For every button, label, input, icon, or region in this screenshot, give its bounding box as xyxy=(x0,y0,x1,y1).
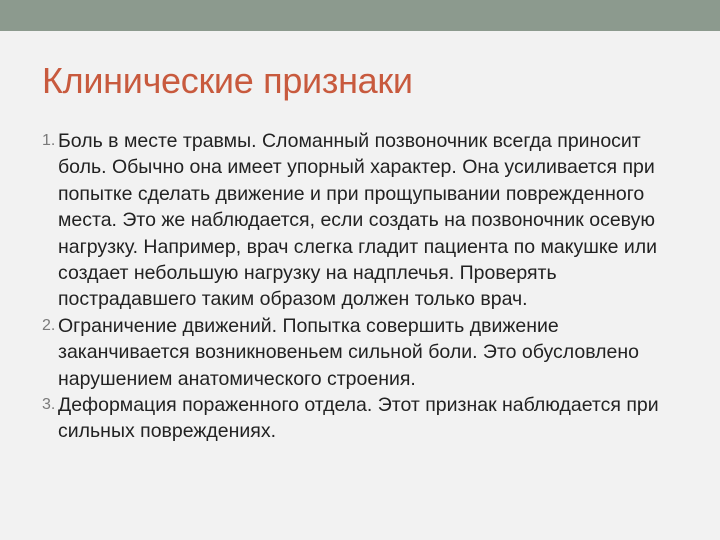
top-accent-bar xyxy=(0,0,720,31)
list-item-text: Деформация пораженного отдела. Этот признак наблюдается при сильных повреждениях. xyxy=(58,394,659,443)
list-item-text: Боль в месте травмы. Сломанный позвоночник всегда приносит боль. Обычно она имеет упорный характер. Она усиливается при попытке сделать движение и при прощупывании поврежденного места. Это же наблюдается, если создать на позвоночник осевую нагрузку. Например, врач слегка гладит пациента по макушке или создает небольшую нагрузку на надплечья. Проверять пострадавшего таким образом должен только врач. xyxy=(58,130,658,311)
list-item xyxy=(42,392,692,445)
list-item-number: 1. xyxy=(42,132,56,149)
list-item-number: 3. xyxy=(42,396,56,414)
symptom-list xyxy=(42,128,692,445)
list-item xyxy=(42,128,692,313)
list-item-text: Ограничение движений. Попытка совершить движение заканчивается возникновеньем сильной боли. Это обусловлено нарушением анатомического строения. xyxy=(58,314,639,390)
list-item-number: 2. xyxy=(42,316,56,334)
slide-title: Клинические признаки xyxy=(42,60,413,101)
list-item xyxy=(42,313,692,392)
